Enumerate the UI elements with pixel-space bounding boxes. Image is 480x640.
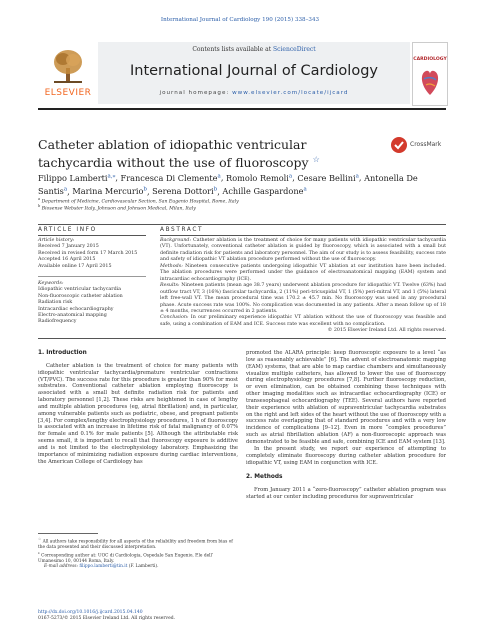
- abstract-conclusion: Conclusion: In our preliminary experience idiopathic VT ablation without the use of fluoroscopy was feasible and safe, using a combination of EAM and ICE. Success rate was excellent with no complication.: [160, 315, 446, 327]
- article-title: [38, 137, 383, 170]
- crossmark-label: CrossMark: [410, 141, 442, 148]
- author-list: Filippo Lamberti$^{a,⁎}$, Francesca Di Clemente$^a$, Romolo Remoli$^a$, Cesare Bellini$^a$, Antonella De Santis$^a$, Marina Mercurio$^b$, Serena Dottori$^b$, Achille Gaspardone$^a$: [38, 172, 418, 197]
- crossmark-badge[interactable]: [391, 137, 449, 155]
- article-info-heading: ARTICLE INFO: [38, 227, 97, 233]
- history-item: Received in revised form 17 March 2015: [38, 250, 138, 256]
- affiliation: $^b$ Biosense Webster Italy, Johnson and Johnson Medical, Milan, Italy: [38, 204, 196, 212]
- sciencedirect-link[interactable]: ScienceDirect: [273, 46, 316, 53]
- journal-cover-thumbnail: [412, 42, 448, 106]
- info-divider: [38, 235, 146, 236]
- affiliation: $^a$ Department of Medicine, Cardiovascular Section, San Eugenio Hospital, Rome, Italy: [38, 197, 239, 205]
- abstract-divider: [160, 235, 446, 236]
- body-left-column: [38, 350, 238, 466]
- history-label: Article history:: [38, 238, 75, 243]
- journal-banner: [38, 42, 410, 104]
- abstract-heading: ABSTRACT: [160, 227, 204, 233]
- heart-illustration-icon: [418, 65, 442, 99]
- author[interactable]: Francesca Di Clemente$^a$: [120, 172, 221, 183]
- footnote-divider: [38, 533, 98, 534]
- keywords-divider: [38, 276, 146, 277]
- copyright: © 2015 Elsevier Ireland Ltd. All rights reserved.: [327, 328, 446, 334]
- availability-line: [98, 46, 410, 53]
- body-right-column: [246, 350, 446, 501]
- history-item: Accepted 16 April 2015: [38, 257, 96, 263]
- footnotes: [38, 537, 238, 570]
- footnote: ⁎ Corresponding author at: UOC di Cardiologia, Ospedale San Eugenio, P.le dell’ Umanesimo 10, 00144 Roma, Italy.: [38, 550, 214, 564]
- author[interactable]: Antonella De Santis$^a$: [38, 172, 418, 197]
- footer: [38, 610, 288, 622]
- author[interactable]: Marina Mercurio$^b$: [72, 186, 147, 197]
- abstract-methods: Methods: Nineteen consecutive patients undergoing idiopathic VT ablation at our institution have been included. The ablation procedures were performed under the guidance of electroanatomical mapping (EAM) system and intracardiac echocardiography (ICE).: [160, 263, 447, 282]
- author[interactable]: Achille Gaspardone$^a$: [222, 186, 307, 197]
- elsevier-tree-icon: [52, 48, 84, 84]
- footnote-email: E-mail address: filippo.lamberti@tin.it (F. Lamberti).: [44, 564, 159, 570]
- email-link[interactable]: filippo.lamberti@tin.it: [79, 564, 128, 570]
- methods-heading: 2. Methods: [246, 474, 283, 481]
- introduction-heading: 1. Introduction: [38, 350, 87, 356]
- publisher-logo: [38, 42, 98, 104]
- history-item: Available online 17 April 2015: [38, 263, 112, 269]
- journal-title: International Journal of Cardiology: [129, 63, 378, 79]
- article-title-text: Catheter ablation of idiopathic ventricular tachycardia without the use of fluoroscopy: [38, 137, 309, 171]
- author[interactable]: Romolo Remoli$^a$: [226, 172, 293, 183]
- body-paragraph: promoted the ALARA principle: keep fluoroscopic exposure to a level “as low as reasonably achievable” [6]. The advent of electroanatomic mapping (EAM) systems, that are able to map cardiac chambers and simultaneously visualize multiple catheters, has allowed to lower the use of fluoroscopy during electrophysiology procedures [7,8]. Further fluoroscopy reduction, or even elimination, can be obtained combining these techniques with other imaging modalities such as intracardiac echocardiography (ICE) or transesophageal echocardiography (TEE). Several authors have reported their experience with ablation of supraventricular tachycardia substrates on the right and left sides of the heart without the use of fluoroscopy with a success rate overlapping that of standard procedures and with a very low incidence of complications [9–12]. Even in more “complex procedures” such as atrial fibrillation ablation (AF) a non-fluoroscopic approach was demonstrated to be feasible and safe, combining ICE and EAM system [13].: [246, 350, 446, 445]
- body-paragraph: In the present study, we report our experience of attempting to completely eliminate fluoroscopy during catheter ablation procedure for idiopathic VT, using EAM in conjunction with ICE.: [246, 445, 446, 466]
- footnote: ☆ All authors take responsibility for all aspects of the reliability and freedom from bias of the data presented and their discussed interpretation.: [38, 537, 233, 551]
- availability-text: Contents lists available at: [192, 46, 274, 53]
- journal-citation-link[interactable]: International Journal of Cardiology 190 (2015) 338–343: [160, 17, 320, 23]
- keyword: Electro-anatomical mapping: [38, 313, 107, 319]
- author[interactable]: Cesare Bellini$^a$: [297, 172, 359, 183]
- journal-homepage: [98, 90, 410, 96]
- title-footnote-mark[interactable]: ☆: [312, 155, 320, 164]
- doi-link[interactable]: http://dx.doi.org/10.1016/j.ijcard.2015.04.140: [38, 610, 143, 615]
- publisher-name: ELSEVIER: [44, 88, 92, 98]
- keyword: Intracardiac echocardiography: [38, 306, 114, 312]
- section-divider: [38, 224, 446, 225]
- abstract-background: Background: Catheter ablation is the treatment of choice for many patients with idiopathic ventricular tachycardia (VT). Unfortunately, conventional catheter ablation is guided by fluoroscopy, which is associated with a small but definite radiation risk for patients and laboratory personnel. The aim of our study is to assess feasibility, success rate and safety of idiopathic VT ablation procedure performed without the use of fluoroscopy.: [160, 238, 446, 263]
- keyword: Non-fluoroscopic catheter ablation: [38, 293, 123, 299]
- article-info: [38, 238, 146, 326]
- history-item: Received 7 January 2015: [38, 244, 99, 250]
- crossmark-icon: [391, 137, 407, 153]
- keywords-label: Keywords:: [38, 281, 64, 287]
- methods-paragraph: From January 2011 a “zero-fluoroscopy” catheter ablation program was started at our center including procedures for supraventricular: [246, 487, 446, 501]
- author[interactable]: Filippo Lamberti$^{a,⁎}$: [38, 172, 116, 183]
- section-divider: [38, 338, 446, 339]
- abstract-results: Results: Nineteen patients (mean age 38.7 years) underwent ablation procedure for idiopathic VT. Twelve (63%) had outflow tract VT, 3 (16%) fascicular tachycardia, 2 (11%) peri-tricuspidal VT, 1 (5%) peri-mitral VT, and 1 (5%) lateral left free-wall VT. The mean procedural time was 170.2 ± 45.7 min. No fluoroscopy was used in any procedural phase. Acute success rate was 100%. No complication was documented in any patients. After a mean follow up of 18 ± 4 months, recurrences occurred in 2 patients.: [160, 283, 446, 314]
- author[interactable]: Serena Dottori$^b$: [152, 186, 218, 197]
- homepage-link[interactable]: www.elsevier.com/locate/ijcard: [232, 90, 349, 96]
- issn-line: 0167-5273/© 2015 Elsevier Ireland Ltd. All rights reserved.: [38, 616, 176, 621]
- keyword: Radiofrequency: [38, 319, 77, 325]
- header-divider: [38, 108, 446, 110]
- abstract-body: [160, 238, 446, 335]
- cover-title: CARDIOLOGY: [413, 57, 447, 62]
- homepage-label: journal homepage:: [159, 90, 233, 96]
- keyword: Radiation risk: [38, 300, 73, 306]
- keyword: Idiopathic ventricular tachycardia: [38, 287, 122, 293]
- introduction-paragraph: Catheter ablation is the treatment of choice for many patients with idiopathic ventricular tachycardia/premature ventricular contractions (VT/PVC). The success rate for this procedure is greater than 90% for most substrates. Conventional catheter ablation employing fluoroscopy is associated with a small but definite radiation risk for patients and laboratory personnel [1,2]. These risks are heightened in case of lengthy and multiple ablation procedures (eg, atrial fibrillation) and, in particular, among vulnerable patients such as pediatric, obese, and pregnant patients [3,4]. For complex/lengthy electrophysiology procedures, 1 h of fluoroscopy is associated with an increase in lifetime risk of fatal malignancy of 0.07% for female and 0.1% for male patients [5]. Although the attributable risk seems small, it is important to recall that fluoroscopy exposure is additive and is not limited to the electrophysiology laboratory. Emphasizing the importance of minimizing radiation exposure during cardiac interventions, the American College of Cardiology has: [38, 362, 238, 465]
